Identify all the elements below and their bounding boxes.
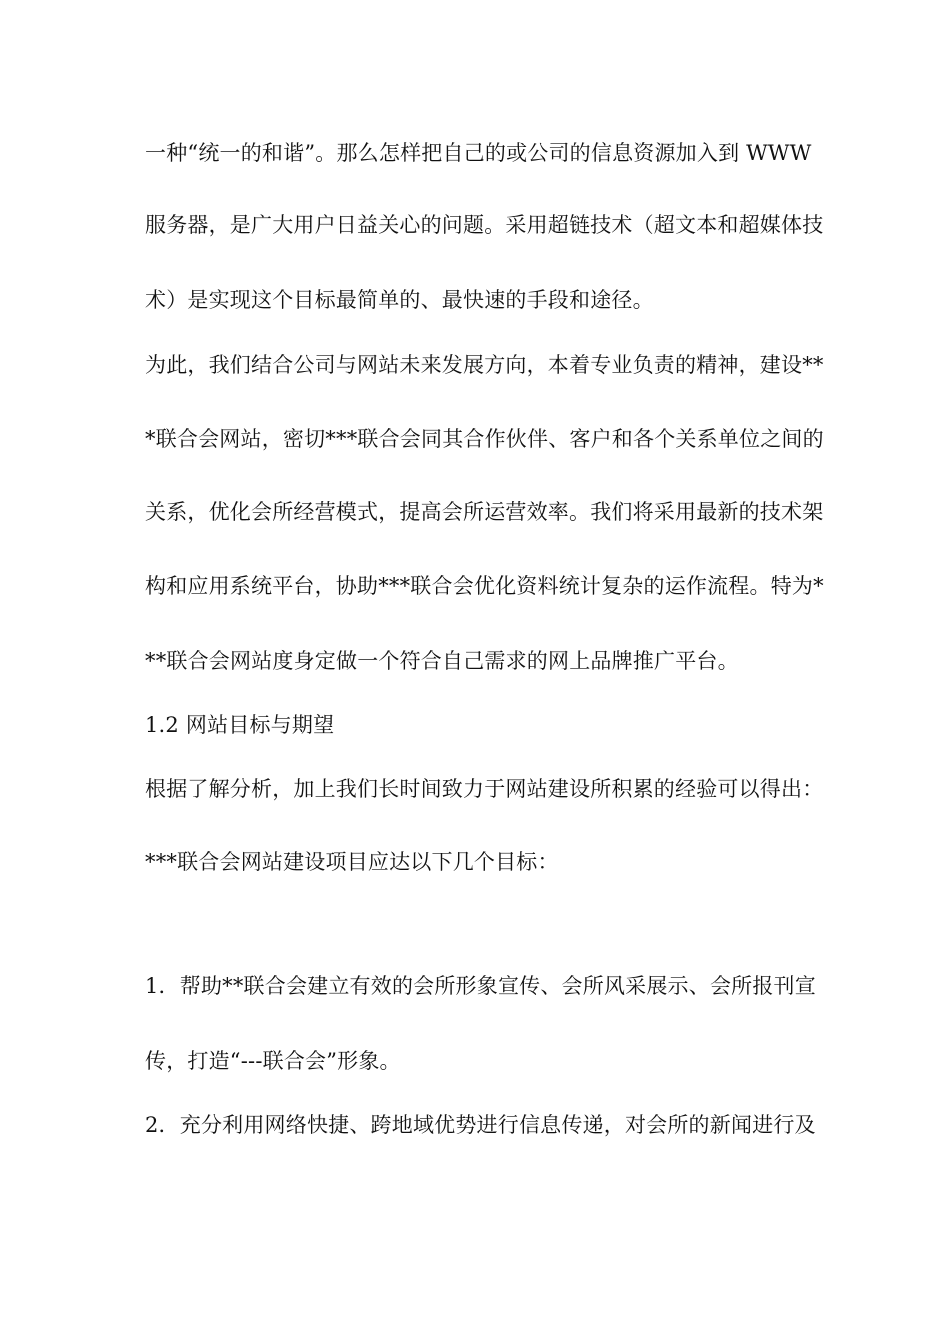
section-heading: 1.2 网站目标与期望 — [145, 713, 335, 737]
paragraph-line: **联合会网站度身定做一个符合自己需求的网上品牌推广平台。 — [145, 649, 739, 673]
list-item-line: 2．充分利用网络快捷、跨地域优势进行信息传递，对会所的新闻进行及 — [145, 1113, 816, 1137]
paragraph-line: 一种“统一的和谐”。那么怎样把自己的或公司的信息资源加入到 WWW — [145, 141, 812, 165]
list-item-line: 1．帮助**联合会建立有效的会所形象宣传、会所风采展示、会所报刊宣 — [145, 974, 816, 998]
paragraph-line: 构和应用系统平台，协助***联合会优化资料统计复杂的运作流程。特为* — [145, 574, 824, 598]
paragraph-line: 为此，我们结合公司与网站未来发展方向，本着专业负责的精神，建设** — [145, 353, 824, 377]
paragraph-line: 根据了解分析，加上我们长时间致力于网站建设所积累的经验可以得出： — [145, 777, 824, 801]
paragraph-line: 术）是实现这个目标最简单的、最快速的手段和途径。 — [145, 288, 654, 312]
paragraph-line: *联合会网站，密切***联合会同其合作伙伴、客户和各个关系单位之间的 — [145, 427, 824, 451]
paragraph-line: 关系，优化会所经营模式，提高会所运营效率。我们将采用最新的技术架 — [145, 500, 824, 524]
paragraph-line: ***联合会网站建设项目应达以下几个目标： — [145, 850, 559, 874]
paragraph-line: 服务器，是广大用户日益关心的问题。采用超链技术（超文本和超媒体技 — [145, 213, 824, 237]
list-item-line: 传，打造“---联合会”形象。 — [145, 1049, 401, 1073]
